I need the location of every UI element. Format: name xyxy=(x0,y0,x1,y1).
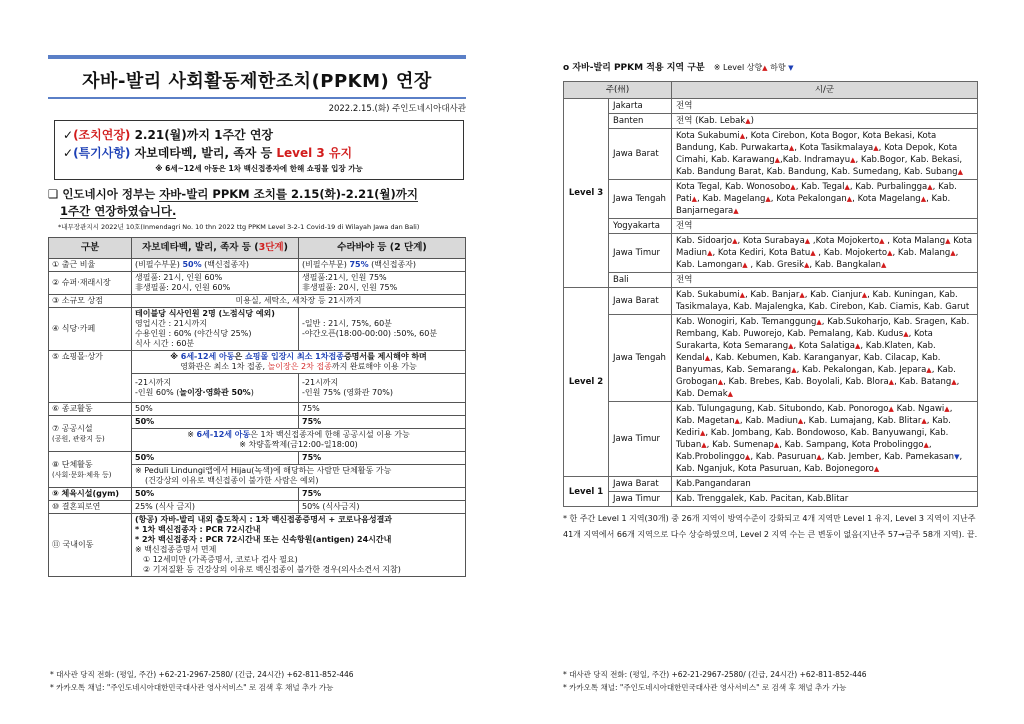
header-level3-level: 3단계 xyxy=(258,242,284,253)
header-level3-text: 자보데타벡, 발리, 족자 등 ( xyxy=(142,242,259,253)
city-cell: Kab. Sukabumi▲, Kab. Banjar▲, Kab. Cianjur▲, Kab. Kuningan, Kab. Tasikmalaya, Kab. Majalengka, Kab. Cirebon, Kab. Ciamis, Kab. Garut xyxy=(672,288,978,315)
cell-line: 非생필품: 20시, 인원 60% xyxy=(135,283,231,292)
level-cell: Level 1 xyxy=(564,477,609,507)
region-table xyxy=(563,81,978,507)
arrow-up-icon: ▲ xyxy=(765,195,771,203)
arrow-up-icon: ▲ xyxy=(920,195,927,203)
row-category: ⑨ 체육시설(gym) xyxy=(49,488,132,501)
check-icon: ✓ xyxy=(63,146,74,160)
note-highlight: 놀이장은 2차 접종 xyxy=(267,362,332,371)
footer-kakao: * 카카오톡 채널: "주인도네시아대한민국대사관 영사서비스" 로 검색 후 채널 추가 가능 xyxy=(50,683,334,692)
cell-text: (백신접종자) xyxy=(201,260,250,269)
arrow-up-icon: ▲ xyxy=(816,453,822,461)
table-row xyxy=(49,452,466,465)
note-text: 증명서를 제시해야 하며 xyxy=(343,352,427,361)
arrow-up-icon: ▲ xyxy=(717,378,724,386)
arrow-up-icon: ▲ xyxy=(745,117,751,125)
legend xyxy=(714,63,794,72)
category-sub: (사회·문화·체육 등) xyxy=(52,470,112,479)
highlight-label: (특기사항) xyxy=(73,146,131,160)
level-cell: Level 2 xyxy=(564,288,609,477)
cell-merged: 미용실, 세탁소, 세차장 등 21시까지 xyxy=(132,295,466,308)
cell-line: 테이블당 식사인원 2명 (노점식당 예외) xyxy=(135,309,275,318)
row-category: ② 슈퍼·재래시장 xyxy=(49,272,132,295)
cell-level3 xyxy=(132,259,299,272)
arrow-up-icon: ▲ xyxy=(861,291,868,299)
header-level3 xyxy=(132,238,299,259)
legend-text: 하향 xyxy=(767,63,789,72)
arrow-up-icon: ▲ xyxy=(799,291,805,299)
note-highlight: 6세-12세 아동 xyxy=(196,430,251,439)
cell-level3: 50% xyxy=(132,416,299,429)
cell-level2: 75% xyxy=(299,452,466,465)
note-line: ※ Peduli Lindungi앱에서 Hijau(녹색)에 해당하는 사람만 단체활동 가능 xyxy=(135,466,392,475)
province-cell: Jawa Timur xyxy=(609,234,672,273)
arrow-up-icon: ▲ xyxy=(921,417,927,425)
table-row xyxy=(49,308,466,351)
note-line: (건강상의 이유로 백신접종이 불가한 사람은 예외) xyxy=(145,476,319,485)
header-category: 구분 xyxy=(49,238,132,259)
highlight-extension xyxy=(63,126,455,143)
highlight-box xyxy=(54,120,464,180)
arrow-up-icon: ▲ xyxy=(879,237,885,245)
arrow-up-icon: ▲ xyxy=(762,64,768,72)
row-category: ① 출근 비율 xyxy=(49,259,132,272)
footer-phone: * 대사관 당직 전화: (평일, 주간) +62-21-2967-2580/ (긴급, 24시간) +62-811-852-446 xyxy=(50,670,354,679)
cell-note xyxy=(132,351,466,374)
cell-note xyxy=(132,429,466,452)
cell-line: 非생필품: 20시, 인원 75% xyxy=(302,283,398,292)
para-prefix: ❑ 인도네시아 정부는 xyxy=(48,187,160,201)
arrow-up-icon: ▲ xyxy=(797,417,804,425)
para-underlined: 자바-발리 PPKM 조치를 2.15(화)-2.21(월)까지 xyxy=(159,187,418,201)
province-cell: Jawa Barat xyxy=(609,129,672,180)
arrow-up-icon: ▲ xyxy=(739,291,746,299)
note-text: 은 xyxy=(234,352,245,361)
arrow-up-icon: ▲ xyxy=(816,318,822,326)
arrow-up-icon: ▲ xyxy=(923,441,929,449)
arrow-up-icon: ▲ xyxy=(691,195,698,203)
note-line: ※ 차량홀짝제(금12:00-일18:00) xyxy=(239,440,358,449)
cell-line: ※ 백신접종증명서 면제 xyxy=(135,545,217,554)
cell-line: -21시까지 xyxy=(135,378,172,387)
table-row xyxy=(49,488,466,501)
arrow-up-icon: ▲ xyxy=(788,144,795,152)
region-heading-text: o 자바-발리 PPKM 적용 지역 구분 xyxy=(563,63,705,73)
cell-text: (비필수부문) xyxy=(135,260,183,269)
arrow-up-icon: ▲ xyxy=(888,405,894,413)
row-category: ⑥ 종교활동 xyxy=(49,403,132,416)
region-row xyxy=(564,492,978,507)
level-cell: Level 3 xyxy=(564,99,609,288)
province-cell: Jawa Barat xyxy=(609,477,672,492)
cell-line: (항공) 자바-발리 내외 출도착시 : 1차 백신접종증명서 + 코로나음성결과 xyxy=(135,515,393,524)
cell-level2: 75% xyxy=(299,488,466,501)
cell-merged xyxy=(132,514,466,577)
cell-line: -야간오픈(18:00-00:00) :50%, 60분 xyxy=(302,329,438,338)
row-category xyxy=(49,452,132,488)
footer-kakao: * 카카오톡 채널: "주인도네시아대한민국대사관 영사서비스" 로 검색 후 채널 추가 가능 xyxy=(563,683,847,692)
cell-level3: 50% xyxy=(132,452,299,465)
cell-level3: 50% xyxy=(132,403,299,416)
row-category xyxy=(49,416,132,452)
arrow-up-icon: ▲ xyxy=(951,378,957,386)
arrow-up-icon: ▲ xyxy=(873,465,880,473)
cell-level2 xyxy=(299,272,466,295)
cell-bold: 놀이장·영화관 50% xyxy=(179,388,251,397)
province-cell: Bali xyxy=(609,273,672,288)
province-cell: Jawa Timur xyxy=(609,492,672,507)
arrow-up-icon: ▲ xyxy=(903,330,909,338)
note-text: 영화관은 최소 1차 접종, xyxy=(180,362,268,371)
footer-left xyxy=(50,668,354,694)
arrow-up-icon: ▲ xyxy=(701,441,707,449)
province-cell: Jawa Barat xyxy=(609,288,672,315)
arrow-up-icon: ▲ xyxy=(739,132,746,140)
right-column xyxy=(563,60,978,543)
check-icon: ✓ xyxy=(63,128,74,142)
decree-note: *내무장관지시 2022년 10호(Inmendagri No. 10 thn 2022 ttg PPKM Level 3-2-1 Covid-19 di Wilayah Jawa dan Bali) xyxy=(58,223,420,231)
measures-table xyxy=(48,237,466,577)
table-row xyxy=(49,351,466,374)
note-text: 까지 완료해야 이용 가능 xyxy=(331,362,417,371)
arrow-up-icon: ▲ xyxy=(854,342,861,350)
title-rule-bottom xyxy=(48,97,466,99)
table-row xyxy=(49,501,466,514)
title-rule xyxy=(48,55,466,59)
arrow-down-icon: ▼ xyxy=(788,64,794,72)
cell-line: 수용인원 : 60% (야간식당 25%) xyxy=(135,329,252,338)
province-cell: Jakarta xyxy=(609,99,672,114)
cell-level3 xyxy=(132,374,299,403)
arrow-up-icon: ▲ xyxy=(742,261,748,269)
para-line2: 1주간 연장하였습니다. xyxy=(60,204,177,218)
province-cell: Jawa Tengah xyxy=(609,180,672,219)
province-cell: Yogyakarta xyxy=(609,219,672,234)
cell-line: 생필품: 21시, 인원 60% xyxy=(135,273,223,282)
region-row xyxy=(564,219,978,234)
cell-value: 75% xyxy=(349,260,369,269)
arrow-up-icon: ▲ xyxy=(704,354,711,362)
city-cell: Kab. Sidoarjo▲, Kota Surabaya▲ ,Kota Mojokerto▲ , Kota Malang▲ Kota Madiun▲, Kota Kediri, Kota Batu▲ , Kab. Mojokerto▲, Kab. Malang▲, Kab. Lamongan▲ , Kab. Gresik▲, Kab. Bangkalan▲ xyxy=(672,234,978,273)
cell-note xyxy=(132,465,466,488)
arrow-up-icon: ▲ xyxy=(844,183,850,191)
region-row xyxy=(564,315,978,402)
arrow-up-icon: ▲ xyxy=(945,237,951,245)
row-category: ⑩ 결혼피로연 xyxy=(49,501,132,514)
arrow-up-icon: ▲ xyxy=(850,156,856,164)
city-cell: Kab. Trenggalek, Kab. Pacitan, Kab.Blitar xyxy=(672,492,978,507)
cell-level2 xyxy=(299,308,466,351)
date-line: 2022.2.15.(화) 주인도네시아대사관 xyxy=(328,104,466,114)
cell-text: -인원 60% ( xyxy=(135,388,180,397)
legend-text: ※ Level 상향 xyxy=(713,63,763,72)
header-province: 주(州) xyxy=(564,82,672,99)
row-category: ④ 식당·카페 xyxy=(49,308,132,351)
category-label: ⑦ 공공시설 xyxy=(52,423,93,433)
city-cell: 전역 xyxy=(672,99,978,114)
note-text: ※ xyxy=(187,430,197,439)
note-highlight: 6세-12세 아동 xyxy=(180,352,235,361)
main-paragraph xyxy=(48,186,466,220)
region-row xyxy=(564,129,978,180)
cell-line: -인원 75% (영화관 70%) xyxy=(302,388,393,397)
arrow-up-icon: ▲ xyxy=(700,429,706,437)
table-header-row xyxy=(49,238,466,259)
table-row xyxy=(49,259,466,272)
region-row xyxy=(564,114,978,129)
cell-level3 xyxy=(132,308,299,351)
note-highlight: 쇼핑몰 입장시 최소 1차접종 xyxy=(245,352,344,361)
cell-line: * 1차 백신접종자 : PCR 72시간내 xyxy=(135,525,261,534)
arrow-up-icon: ▲ xyxy=(707,249,713,257)
highlight-label: (조치연장) xyxy=(73,128,131,142)
province-cell: Banten xyxy=(609,114,672,129)
city-cell: Kota Sukabumi▲, Kota Cirebon, Kota Bogor, Kota Bekasi, Kota Bandung, Kab. Purwakarta▲, Kota Tasikmalaya▲, Kota Depok, Kota Cimahi, Kab. Karawang▲,Kab. Indramayu▲, Kab.Bogor, Kab. Bekasi, Kab. Bandung Barat, Kab. Bandung, Kab. Sumedang, Kab. Subang▲ xyxy=(672,129,978,180)
arrow-up-icon: ▲ xyxy=(944,405,950,413)
arrow-up-icon: ▲ xyxy=(788,342,794,350)
arrow-up-icon: ▲ xyxy=(774,156,781,164)
category-sub: (공원, 관광지 등) xyxy=(52,434,105,443)
arrow-down-icon: ▼ xyxy=(954,453,960,461)
city-cell: Kab. Wonogiri, Kab. Temanggung▲, Kab.Sukoharjo, Kab. Sragen, Kab. Rembang, Kab. Puworejo, Kab. Pemalang, Kab. Kudus▲, Kota Surakarta, Kota Semarang▲, Kota Salatiga▲, Kab.Klaten, Kab. Kendal▲, Kab. Kebumen, Kab. Karanganyar, Kab. Cilacap, Kab. Banyumas, Kab. Semarang▲, Kab. Pekalongan, Kab. Jepara▲, Kab. Grobogan▲, Kab. Brebes, Kab. Boyolali, Kab. Blora▲, Kab. Batang▲, Kab. Demak▲ xyxy=(672,315,978,402)
arrow-up-icon: ▲ xyxy=(873,144,879,152)
city-cell: 전역 xyxy=(672,273,978,288)
cell-level2: 75% xyxy=(299,416,466,429)
cell-level2 xyxy=(299,374,466,403)
cell-level2: 50% (식사금지) xyxy=(299,501,466,514)
arrow-up-icon: ▲ xyxy=(744,453,751,461)
summary-note: * 한 주간 Level 1 지역(30개) 중 26개 지역이 방역수준이 강화되고 4개 지역만 Level 1 유지, Level 3 지역이 지난주 41개 지역에서 66개 지역으로 다수 상승하였으며, Level 2 지역 수는 큰 변동이 없음(지난주 57→금주 58개 지역). 끝. xyxy=(563,514,978,539)
page-title: 자바-발리 사회활동제한조치(PPKM) 연장 xyxy=(82,71,432,92)
cell-text: ) xyxy=(250,388,254,397)
table-row xyxy=(49,272,466,295)
arrow-up-icon: ▲ xyxy=(804,237,811,245)
table-row xyxy=(49,514,466,577)
highlight-text: 자보데타벡, 발리, 족자 등 xyxy=(130,146,277,160)
highlight-text: 2.21(월)까지 1주간 연장 xyxy=(130,128,274,142)
region-row xyxy=(564,288,978,315)
cell-level3: 50% xyxy=(132,488,299,501)
arrow-up-icon: ▲ xyxy=(733,207,739,215)
cell-line: 영업시간 : 21시까지 xyxy=(135,319,208,328)
city-cell: Kab. Tulungagung, Kab. Situbondo, Kab. Ponorogo▲ Kab. Ngawi▲, Kab. Magetan▲, Kab. Madiun▲, Kab. Lumajang, Kab. Blitar▲, Kab. Kediri▲, Kab. Jombang, Kab. Bondowoso, Kab. Banyuwangi, Kab. Tuban▲, Kab. Sumenap▲, Kab. Sampang, Kota Probolinggo▲, Kab.Probolinggo▲, Kab. Pasuruan▲, Kab. Jember, Kab. Pamekasan▼, Kab. Nganjuk, Kota Pasuruan, Kab. Bojonegoro▲ xyxy=(672,402,978,477)
note-text: ※ xyxy=(170,352,181,361)
cell-text: (비필수부문) xyxy=(302,260,350,269)
arrow-up-icon: ▲ xyxy=(888,378,895,386)
region-header-row xyxy=(564,82,978,99)
city-cell: Kab.Pangandaran xyxy=(672,477,978,492)
cell-level3 xyxy=(132,272,299,295)
cell-line: ① 12세미만 (가족증명서, 코로나 검사 필요) xyxy=(143,555,298,564)
arrow-up-icon: ▲ xyxy=(881,261,887,269)
cell-value: 50% xyxy=(182,260,202,269)
province-cell: Jawa Timur xyxy=(609,402,672,477)
arrow-up-icon: ▲ xyxy=(887,249,893,257)
cell-level2: 75% xyxy=(299,403,466,416)
table-row xyxy=(49,416,466,429)
header-city: 시/군 xyxy=(672,82,978,99)
arrow-up-icon: ▲ xyxy=(810,249,816,257)
city-cell: 전역 xyxy=(672,219,978,234)
arrow-up-icon: ▲ xyxy=(846,195,853,203)
arrow-up-icon: ▲ xyxy=(804,261,810,269)
region-row xyxy=(564,99,978,114)
region-row xyxy=(564,402,978,477)
region-row xyxy=(564,477,978,492)
region-row xyxy=(564,273,978,288)
cell-line: ② 기저질환 등 건강상의 이유로 백신접종이 불가한 경우(의사소견서 지참) xyxy=(143,565,401,574)
arrow-up-icon: ▲ xyxy=(732,237,738,245)
city-cell: 전역 (Kab. Lebak▲) xyxy=(672,114,978,129)
arrow-up-icon: ▲ xyxy=(926,366,932,374)
cell-text: (백신접종자) xyxy=(368,260,417,269)
arrow-up-icon: ▲ xyxy=(950,249,956,257)
arrow-up-icon: ▲ xyxy=(957,168,963,176)
highlight-special xyxy=(63,144,455,161)
cell-line: 식사 시간 : 60분 xyxy=(135,339,195,348)
arrow-up-icon: ▲ xyxy=(791,366,797,374)
arrow-up-icon: ▲ xyxy=(727,390,734,398)
category-label: ⑧ 단체활동 xyxy=(52,459,93,469)
region-heading xyxy=(563,60,978,73)
arrow-up-icon: ▲ xyxy=(773,441,780,449)
city-cell: Kota Tegal, Kab. Wonosobo▲, Kab. Tegal▲, Kab. Purbalingga▲, Kab. Pati▲, Kab. Magelang▲, Kota Pekalongan▲, Kota Magelang▲, Kab. Banjarnegara▲ xyxy=(672,180,978,219)
cell-line: 생필품:21시, 인원 75% xyxy=(302,273,387,282)
footer-right xyxy=(563,668,867,694)
header-level2: 수라바야 등 (2 단계) xyxy=(299,238,466,259)
region-row xyxy=(564,234,978,273)
table-row xyxy=(49,295,466,308)
cell-line: -21시까지 xyxy=(302,378,339,387)
arrow-up-icon: ▲ xyxy=(734,417,740,425)
header-level3-suffix: ) xyxy=(283,242,288,253)
row-category: ⑤ 쇼핑몰·상가 xyxy=(49,351,132,403)
footer-phone: * 대사관 당직 전화: (평일, 주간) +62-21-2967-2580/ (긴급, 24시간) +62-811-852-446 xyxy=(563,670,867,679)
row-category: ③ 소규모 상점 xyxy=(49,295,132,308)
arrow-up-icon: ▲ xyxy=(927,183,933,191)
cell-line: -일반 : 21시, 75%, 60분 xyxy=(302,319,392,328)
cell-line: * 2차 백신접종자 : PCR 72시간내 또는 신속항원(antigen) 24시간내 xyxy=(135,535,392,544)
cell-level2 xyxy=(299,259,466,272)
cell-level3: 25% (식사 금지) xyxy=(132,501,299,514)
arrow-up-icon: ▲ xyxy=(790,183,796,191)
level-text: Level 3 유지 xyxy=(276,146,353,160)
region-row xyxy=(564,180,978,219)
note-text: 은 1차 백신접종자에 한해 공공시설 이용 가능 xyxy=(250,430,410,439)
province-cell: Jawa Tengah xyxy=(609,315,672,402)
row-category: ⑪ 국내이동 xyxy=(49,514,132,577)
table-row xyxy=(49,403,466,416)
highlight-note: ※ 6세~12세 아동은 1차 백신접종자에 한해 쇼핑몰 입장 가능 xyxy=(155,164,363,173)
left-column xyxy=(48,55,466,577)
